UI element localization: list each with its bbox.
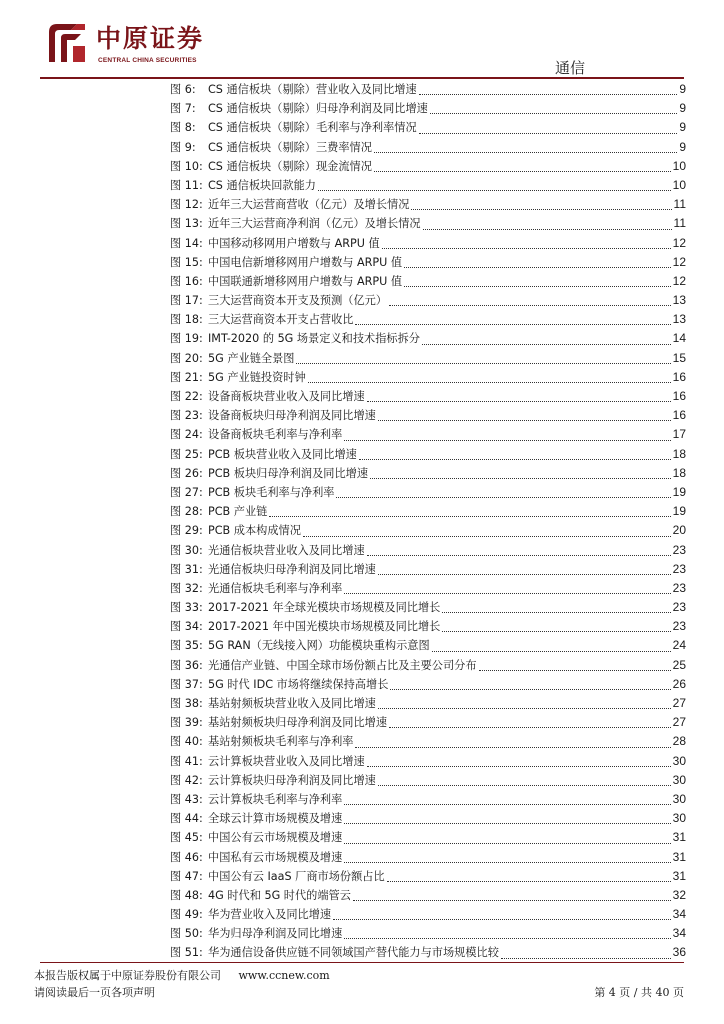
footer-page-info: 第 4 页 / 共 40 页: [594, 986, 684, 999]
toc-figure-number: 图 8:: [170, 121, 196, 135]
toc-entry-label: [170, 310, 353, 329]
toc-leader-dots: [308, 372, 671, 383]
toc-entry[interactable]: [170, 598, 686, 617]
toc-page-number: 30: [672, 811, 686, 826]
toc-figure-number: 图 23:: [170, 409, 203, 423]
toc-figure-title: 基站射频板块归母净利润及同比增速: [208, 716, 388, 730]
toc-leader-dots: [344, 430, 670, 441]
toc-entry-label: [170, 195, 409, 214]
figure-list: [170, 80, 686, 963]
toc-entry-label: [170, 713, 387, 732]
toc-figure-title: PCB 成本构成情况: [208, 524, 301, 538]
toc-entry[interactable]: [170, 828, 686, 847]
toc-entry[interactable]: [170, 176, 686, 195]
toc-figure-title: 近年三大运营商净利润（亿元）及增长情况: [208, 217, 421, 231]
toc-figure-number: 图 51:: [170, 946, 203, 960]
toc-figure-title: CS 通信板块（剔除）归母净利润及同比增速: [208, 102, 428, 116]
toc-leader-dots: [378, 564, 671, 575]
toc-page-number: 30: [672, 753, 686, 768]
toc-entry-label: [170, 368, 306, 387]
toc-entry-label: [170, 502, 267, 521]
toc-figure-number: 图 14:: [170, 236, 203, 250]
toc-leader-dots: [419, 123, 678, 134]
toc-entry[interactable]: [170, 867, 686, 886]
toc-leader-dots: [422, 334, 671, 345]
toc-leader-dots: [269, 506, 670, 517]
toc-entry[interactable]: [170, 272, 686, 291]
toc-figure-title: IMT-2020 的 5G 场景定义和技术指标拆分: [208, 332, 420, 346]
toc-figure-title: CS 通信板块（剔除）三费率情况: [208, 140, 372, 154]
toc-figure-title: 全球云计算市场规模及增速: [208, 812, 343, 826]
toc-figure-title: 中国公有云市场规模及增速: [208, 831, 343, 845]
toc-figure-number: 图 38:: [170, 697, 203, 710]
toc-entry-label: [170, 157, 372, 176]
toc-page-number: 17: [672, 427, 686, 442]
toc-entry[interactable]: [170, 790, 686, 809]
toc-page-number: 31: [672, 830, 686, 845]
toc-figure-number: 图 11:: [170, 178, 203, 192]
toc-figure-title: 光通信板块归母净利润及同比增速: [208, 562, 376, 576]
toc-page-number: 18: [672, 465, 686, 480]
toc-entry[interactable]: [170, 924, 686, 943]
toc-page-number: 34: [672, 907, 686, 922]
toc-figure-title: 云计算板块毛利率与净利率: [208, 792, 343, 806]
toc-page-number: 23: [672, 600, 686, 615]
toc-figure-number: 图 41:: [170, 754, 203, 768]
toc-entry-label: [170, 560, 376, 579]
toc-page-number: 12: [672, 254, 686, 269]
toc-entry-label: [170, 214, 421, 233]
toc-leader-dots: [353, 890, 671, 901]
toc-figure-title: 云计算板块营业收入及同比增速: [208, 754, 365, 768]
toc-figure-title: 华为营业收入及同比增速: [208, 908, 332, 922]
toc-page-number: 11: [673, 197, 686, 212]
toc-entry[interactable]: [170, 157, 686, 176]
toc-page-number: 30: [672, 772, 686, 787]
toc-entry[interactable]: [170, 195, 686, 214]
toc-page-number: 15: [672, 350, 686, 365]
toc-entry-label: [170, 579, 342, 598]
toc-figure-title: PCB 板块毛利率与净利率: [208, 485, 335, 499]
toc-figure-number: 图 15:: [170, 255, 203, 269]
toc-entry-label: [170, 656, 477, 675]
toc-figure-title: 基站射频板块毛利率与净利率: [208, 735, 354, 749]
toc-figure-number: 图 24:: [170, 428, 203, 442]
toc-page-number: 23: [672, 542, 686, 557]
toc-leader-dots: [404, 257, 671, 268]
toc-leader-dots: [344, 833, 670, 844]
toc-entry[interactable]: [170, 809, 686, 828]
toc-leader-dots: [367, 391, 671, 402]
toc-figure-title: 三大运营商资本开支及预测（亿元）: [208, 294, 388, 308]
toc-entry-label: [170, 406, 376, 425]
toc-entry-label: [170, 809, 342, 828]
toc-page-number: 31: [672, 868, 686, 883]
toc-leader-dots: [378, 410, 671, 421]
toc-entry-label: [170, 349, 294, 368]
toc-page-number: 27: [672, 715, 686, 730]
toc-page-number: 32: [672, 887, 686, 902]
toc-figure-title: 设备商板块毛利率与净利率: [208, 428, 343, 442]
toc-figure-number: 图 33:: [170, 601, 203, 615]
toc-leader-dots: [336, 487, 670, 498]
toc-entry-label: [170, 425, 342, 444]
toc-figure-title: 云计算板块归母净利润及同比增速: [208, 773, 376, 787]
toc-leader-dots: [430, 103, 677, 114]
toc-entry-label: [170, 541, 365, 560]
toc-figure-number: 图 18:: [170, 313, 203, 327]
toc-figure-number: 图 50:: [170, 927, 203, 941]
toc-page-number: 19: [672, 504, 686, 519]
toc-figure-number: 图 39:: [170, 716, 203, 730]
toc-entry-label: [170, 272, 402, 291]
toc-entry[interactable]: [170, 905, 686, 924]
toc-figure-title: 5G 产业链全景图: [208, 351, 295, 365]
toc-figure-number: 图 13:: [170, 217, 203, 231]
toc-entry[interactable]: [170, 579, 686, 598]
toc-entry-label: [170, 771, 376, 790]
toc-figure-number: 图 29:: [170, 524, 203, 538]
toc-figure-number: 图 16:: [170, 274, 203, 288]
toc-entry-label: [170, 80, 417, 99]
toc-entry[interactable]: [170, 310, 686, 329]
toc-figure-number: 图 32:: [170, 581, 203, 595]
toc-figure-title: 中国私有云市场规模及增速: [208, 850, 343, 864]
toc-figure-number: 图 45:: [170, 831, 203, 845]
toc-leader-dots: [501, 948, 671, 959]
toc-entry-label: [170, 943, 499, 962]
toc-page-number: 9: [679, 139, 686, 154]
toc-entry[interactable]: [170, 713, 686, 732]
toc-figure-number: 图 36:: [170, 658, 203, 672]
toc-entry[interactable]: [170, 214, 686, 233]
toc-entry-label: [170, 924, 342, 943]
toc-leader-dots: [432, 641, 671, 652]
toc-entry[interactable]: [170, 291, 686, 310]
toc-entry[interactable]: [170, 425, 686, 444]
toc-entry-label: [170, 99, 428, 118]
toc-entry[interactable]: [170, 636, 686, 655]
toc-page-number: 23: [672, 561, 686, 576]
toc-leader-dots: [296, 353, 670, 364]
toc-entry[interactable]: [170, 541, 686, 560]
toc-figure-number: 图 17:: [170, 294, 203, 308]
toc-leader-dots: [442, 602, 670, 613]
footer-url[interactable]: www.ccnew.com: [238, 969, 330, 982]
footer-left: [34, 967, 330, 1001]
toc-figure-number: 图 6:: [170, 83, 196, 96]
toc-entry-label: [170, 138, 372, 157]
toc-entry[interactable]: [170, 234, 686, 253]
toc-entry-label: [170, 790, 342, 809]
toc-leader-dots: [374, 161, 671, 172]
toc-entry[interactable]: [170, 253, 686, 272]
toc-figure-number: 图 42:: [170, 773, 203, 787]
toc-figure-title: 基站射频板块营业收入及同比增速: [208, 697, 376, 710]
toc-page-number: 19: [672, 484, 686, 499]
toc-entry-label: [170, 732, 353, 751]
toc-page-number: 10: [672, 177, 686, 192]
toc-figure-number: 图 31:: [170, 562, 203, 576]
toc-leader-dots: [423, 219, 672, 230]
toc-leader-dots: [367, 545, 671, 556]
toc-entry-label: [170, 291, 387, 310]
toc-entry[interactable]: [170, 886, 686, 905]
toc-figure-title: 中国移动移网用户增数与 ARPU 值: [208, 236, 380, 250]
toc-leader-dots: [344, 813, 670, 824]
toc-leader-dots: [370, 468, 671, 479]
toc-figure-number: 图 10:: [170, 159, 203, 173]
toc-leader-dots: [344, 583, 670, 594]
toc-page-number: 31: [672, 849, 686, 864]
toc-figure-number: 图 22:: [170, 390, 203, 403]
toc-entry[interactable]: [170, 387, 686, 406]
toc-page-number: 14: [672, 331, 686, 346]
toc-page-number: 27: [672, 696, 686, 710]
toc-page-number: 12: [672, 235, 686, 250]
toc-entry-label: [170, 867, 385, 886]
section-title: 通信: [554, 59, 585, 77]
toc-figure-title: PCB 产业链: [208, 505, 268, 519]
toc-entry[interactable]: [170, 483, 686, 502]
toc-entry-label: [170, 176, 316, 195]
toc-entry[interactable]: [170, 617, 686, 636]
toc-leader-dots: [374, 142, 677, 153]
toc-figure-number: 图 25:: [170, 447, 203, 461]
toc-entry-label: [170, 234, 380, 253]
toc-entry[interactable]: [170, 694, 686, 713]
toc-entry[interactable]: [170, 732, 686, 751]
toc-figure-number: 图 44:: [170, 812, 203, 826]
toc-figure-number: 图 19:: [170, 332, 203, 346]
toc-page-number: 26: [672, 676, 686, 691]
toc-page-number: 13: [672, 312, 686, 327]
toc-leader-dots: [389, 295, 671, 306]
toc-leader-dots: [333, 909, 671, 920]
toc-figure-number: 图 37:: [170, 677, 203, 691]
toc-page-number: 16: [672, 369, 686, 384]
toc-figure-title: 近年三大运营商营收（亿元）及增长情况: [208, 198, 410, 212]
toc-entry[interactable]: [170, 329, 686, 348]
toc-figure-number: 图 49:: [170, 908, 203, 922]
toc-entry[interactable]: [170, 848, 686, 867]
toc-figure-title: 2017-2021 年全球光模块市场规模及同比增长: [208, 601, 441, 615]
toc-page-number: 34: [672, 926, 686, 941]
toc-entry-label: [170, 445, 357, 464]
toc-figure-number: 图 9:: [170, 140, 196, 154]
toc-entry[interactable]: [170, 464, 686, 483]
brand-name-cn: 中原证券: [96, 24, 205, 53]
toc-figure-number: 图 21:: [170, 370, 203, 384]
toc-leader-dots: [378, 775, 671, 786]
toc-figure-number: 图 46:: [170, 850, 203, 864]
toc-entry[interactable]: [170, 675, 686, 694]
footer-disclaimer: 请阅读最后一页各项声明: [34, 986, 155, 999]
toc-entry[interactable]: [170, 349, 686, 368]
toc-leader-dots: [303, 526, 671, 537]
toc-entry-label: [170, 598, 440, 617]
toc-figure-title: 设备商板块营业收入及同比增速: [208, 390, 365, 403]
toc-figure-title: 三大运营商资本开支占营收比: [208, 313, 354, 327]
toc-leader-dots: [390, 679, 670, 690]
toc-leader-dots: [344, 794, 670, 805]
toc-page-number: 11: [673, 216, 686, 231]
toc-entry-label: [170, 253, 402, 272]
toc-page-number: 25: [672, 657, 686, 672]
toc-entry[interactable]: [170, 502, 686, 521]
toc-leader-dots: [355, 314, 670, 325]
toc-page-number: 23: [672, 580, 686, 595]
toc-page-number: 16: [672, 389, 686, 403]
toc-page-number: 9: [679, 101, 686, 116]
toc-figure-title: 5G 时代 IDC 市场将继续保持高增长: [208, 677, 389, 691]
toc-figure-number: 图 27:: [170, 485, 203, 499]
toc-leader-dots: [344, 852, 670, 863]
toc-figure-title: 中国联通新增移网用户增数与 ARPU 值: [208, 274, 403, 288]
toc-entry-label: [170, 886, 351, 905]
toc-figure-number: 图 47:: [170, 869, 203, 883]
toc-leader-dots: [411, 199, 671, 210]
toc-leader-dots: [378, 698, 671, 709]
toc-figure-title: CS 通信板块回款能力: [208, 178, 316, 192]
toc-figure-number: 图 40:: [170, 735, 203, 749]
toc-entry-label: [170, 694, 376, 713]
toc-entry[interactable]: [170, 368, 686, 387]
toc-page-number: 28: [672, 734, 686, 749]
toc-figure-title: 光通信板块毛利率与净利率: [208, 581, 343, 595]
toc-figure-title: 光通信产业链、中国全球市场份额占比及主要公司分布: [208, 658, 477, 672]
toc-figure-number: 图 20:: [170, 351, 203, 365]
toc-figure-title: 中国电信新增移网用户增数与 ARPU 值: [208, 255, 403, 269]
toc-entry-label: [170, 617, 440, 636]
toc-figure-title: 华为通信设备供应链不同领域国产替代能力与市场规模比较: [208, 946, 499, 960]
footer-divider: [40, 962, 684, 963]
toc-leader-dots: [344, 928, 670, 939]
toc-figure-number: 图 35:: [170, 639, 203, 653]
toc-figure-number: 图 43:: [170, 792, 203, 806]
toc-leader-dots: [355, 737, 670, 748]
toc-figure-title: 5G RAN（无线接入网）功能模块重构示意图: [208, 639, 430, 653]
toc-leader-dots: [404, 276, 671, 287]
toc-figure-number: 图 26:: [170, 466, 203, 480]
toc-page-number: 16: [672, 408, 686, 423]
toc-leader-dots: [387, 871, 671, 882]
toc-page-number: 30: [672, 791, 686, 806]
toc-page-number: 10: [672, 158, 686, 173]
toc-figure-number: 图 7:: [170, 102, 196, 116]
toc-figure-title: 中国公有云 IaaS 厂商市场份额占比: [208, 869, 385, 883]
brand-name-en: CENTRAL CHINA SECURITIES: [98, 57, 197, 64]
toc-entry-label: [170, 675, 388, 694]
toc-page-number: 12: [672, 273, 686, 288]
toc-figure-title: CS 通信板块（剔除）毛利率与净利率情况: [208, 121, 417, 135]
toc-page-number: 23: [672, 619, 686, 634]
toc-figure-title: CS 通信板块（剔除）现金流情况: [208, 159, 372, 173]
toc-entry-label: [170, 483, 334, 502]
toc-figure-title: CS 通信板块（剔除）营业收入及同比增速: [208, 83, 417, 96]
toc-page-number: 9: [679, 82, 686, 96]
toc-entry-label: [170, 387, 365, 406]
toc-entry-label: [170, 329, 420, 348]
toc-entry-label: [170, 752, 365, 771]
toc-leader-dots: [389, 717, 671, 728]
toc-leader-dots: [479, 660, 671, 671]
toc-entry-label: [170, 118, 417, 137]
toc-page-number: 13: [672, 293, 686, 308]
toc-page-number: 18: [672, 446, 686, 461]
toc-leader-dots: [359, 449, 671, 460]
toc-leader-dots: [442, 621, 670, 632]
toc-entry[interactable]: [170, 99, 686, 118]
header-divider: [40, 77, 684, 79]
toc-page-number: 24: [672, 638, 686, 653]
toc-figure-title: 设备商板块归母净利润及同比增速: [208, 409, 376, 423]
toc-figure-title: 光通信板块营业收入及同比增速: [208, 543, 365, 557]
toc-figure-number: 图 28:: [170, 505, 203, 519]
toc-figure-title: PCB 板块营业收入及同比增速: [208, 447, 357, 461]
toc-entry-label: [170, 636, 430, 655]
toc-entry-label: [170, 848, 342, 867]
toc-figure-title: 5G 产业链投资时钟: [208, 370, 306, 384]
toc-figure-title: 华为归母净利润及同比增速: [208, 927, 343, 941]
toc-entry[interactable]: [170, 521, 686, 540]
toc-entry[interactable]: [170, 80, 686, 99]
toc-entry[interactable]: [170, 406, 686, 425]
toc-entry[interactable]: [170, 138, 686, 157]
toc-leader-dots: [419, 84, 678, 95]
toc-leader-dots: [318, 180, 671, 191]
toc-page-number: 9: [679, 120, 686, 135]
toc-figure-number: 图 34:: [170, 620, 203, 634]
toc-page-number: 20: [672, 523, 686, 538]
page-header: [0, 0, 724, 80]
toc-entry[interactable]: [170, 118, 686, 137]
toc-figure-title: 2017-2021 年中国光模块市场规模及同比增长: [208, 620, 441, 634]
toc-figure-number: 图 12:: [170, 198, 203, 212]
toc-entry[interactable]: [170, 560, 686, 579]
toc-page-number: 36: [672, 945, 686, 960]
toc-figure-number: 图 48:: [170, 888, 203, 902]
toc-figure-title: PCB 板块归母净利润及同比增速: [208, 466, 369, 480]
toc-figure-title: 4G 时代和 5G 时代的端管云: [208, 888, 351, 902]
toc-entry-label: [170, 828, 342, 847]
toc-entry[interactable]: [170, 752, 686, 771]
toc-entry[interactable]: [170, 943, 686, 962]
logo-mark-icon: [47, 22, 87, 64]
toc-entry[interactable]: [170, 656, 686, 675]
toc-entry-label: [170, 521, 301, 540]
toc-leader-dots: [367, 756, 671, 767]
toc-entry[interactable]: [170, 445, 686, 464]
footer-copyright: 本报告版权属于中原证券股份有限公司: [34, 969, 221, 982]
toc-entry[interactable]: [170, 771, 686, 790]
toc-figure-number: 图 30:: [170, 543, 203, 557]
toc-entry-label: [170, 905, 331, 924]
toc-leader-dots: [382, 238, 671, 249]
toc-entry-label: [170, 464, 368, 483]
